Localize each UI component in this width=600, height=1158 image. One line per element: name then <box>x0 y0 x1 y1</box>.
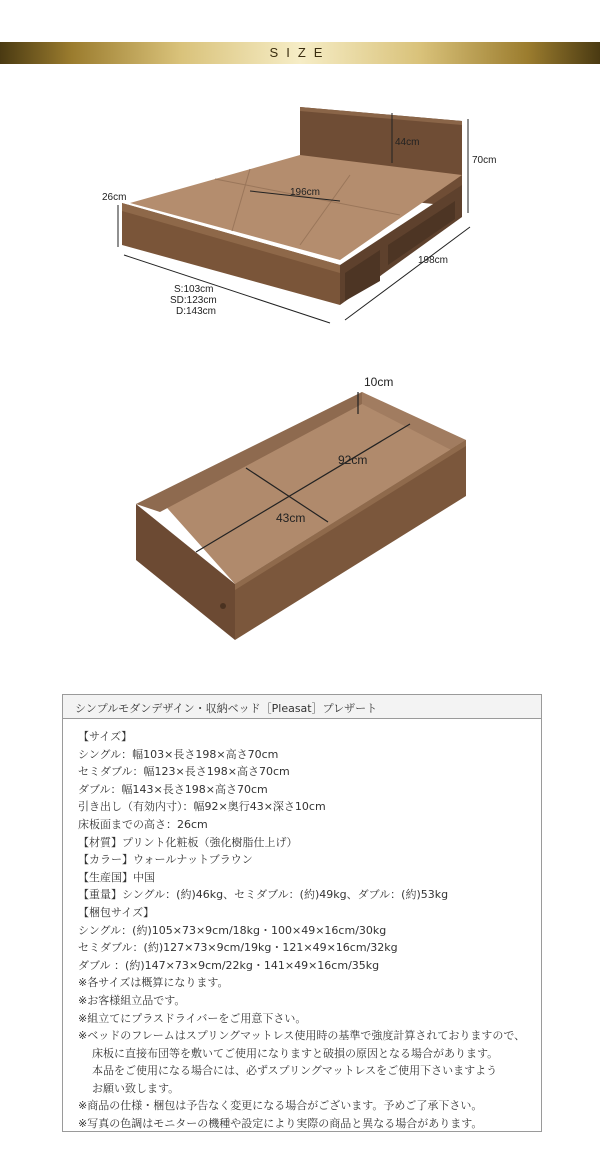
drawer-length-label: 92cm <box>338 453 368 467</box>
drawer-diagram <box>0 372 600 652</box>
drawer-depth-label: 10cm <box>364 375 394 389</box>
spec-line: セミダブル：幅123×長さ198×高さ70cm <box>78 765 290 779</box>
spec-body <box>63 719 541 1133</box>
floor-height-label: 26cm <box>102 192 127 203</box>
spec-heading: シンプルモダンデザイン・収納ベッド［Pleasat］プレザート <box>63 695 541 719</box>
spec-line: 床板に直接布団等を敷いてご使用になりますと破損の原因となる場合があります。 <box>92 1046 499 1060</box>
spec-line: 【サイズ】 <box>78 730 133 743</box>
spec-line: 引き出し（有効内寸）：幅92×奥行43×深さ10cm <box>78 800 326 814</box>
spec-line: ※写真の色調はモニターの機種や設定により実際の商品と異なる場合があります。 <box>78 1117 483 1131</box>
spec-line: ※商品の仕様・梱包は予告なく変更になる場合がございます。予めご了承下さい。 <box>78 1099 483 1113</box>
total-length-label: 198cm <box>418 255 449 266</box>
headboard-height-label: 44cm <box>395 137 420 148</box>
spec-line: 【材質】プリント化粧板（強化樹脂仕上げ） <box>78 835 298 849</box>
bed-diagram <box>0 95 600 340</box>
spec-line: 【重量】シングル：(約)46kg、セミダブル：(約)49kg、ダブル：(約)53kg <box>78 888 449 902</box>
width-single-label: S:103cm <box>174 284 214 295</box>
spec-line: 本品をご使用になる場合には、必ずスプリングマットレスをご使用下さいますよう <box>92 1064 498 1078</box>
spec-line: 床板面までの高さ：26cm <box>78 817 208 831</box>
width-double-label: D:143cm <box>176 306 217 317</box>
spec-line: 【カラー】ウォールナットブラウン <box>78 853 253 867</box>
spec-line: シングル：(約)105×73×9cm/18kg・100×49×16cm/30kg <box>78 923 387 937</box>
spec-line: 【梱包サイズ】 <box>78 905 155 919</box>
spec-box <box>62 694 542 1132</box>
spec-line: ※組立てにプラスドライバーをご用意下さい。 <box>78 1011 307 1025</box>
width-semidouble-label: SD:123cm <box>170 295 217 306</box>
inner-length-label: 196cm <box>290 187 321 198</box>
spec-line: シングル：幅103×長さ198×高さ70cm <box>78 747 279 761</box>
size-banner <box>0 42 600 64</box>
spec-line: ※お客様組立品です。 <box>78 993 186 1007</box>
drawer-width-label: 43cm <box>276 511 306 525</box>
size-banner-title: SIZE <box>269 45 331 60</box>
spec-line: お願い致します。 <box>92 1081 180 1095</box>
spec-line: ※各サイズは概算になります。 <box>78 976 229 990</box>
spec-line: 【生産国】中国 <box>78 870 155 884</box>
spec-line: ダブル：幅143×長さ198×高さ70cm <box>78 782 268 796</box>
spec-line: セミダブル：(約)127×73×9cm/19kg・121×49×16cm/32kg <box>78 941 398 955</box>
spec-line: ダブル ：(約)147×73×9cm/22kg・141×49×16cm/35kg <box>78 958 380 972</box>
total-height-label: 70cm <box>472 155 497 166</box>
spec-line: ※ベッドのフレームはスプリングマットレス使用時の基準で強度計算されておりますので、 <box>78 1029 526 1043</box>
